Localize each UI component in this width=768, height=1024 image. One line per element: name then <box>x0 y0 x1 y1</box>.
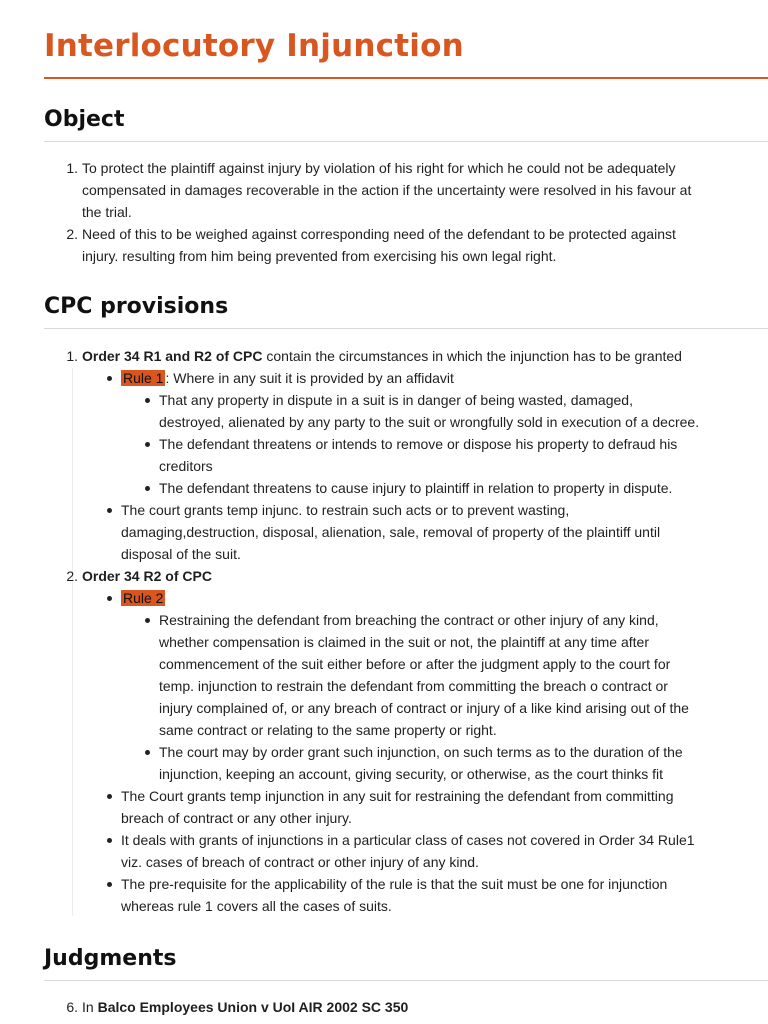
list-item-text: That any property in dispute in a suit is in danger of being wasted, damaged, destroyed, alienated by any party to the suit or wrongfully sold in execution of a decree. <box>159 392 700 430</box>
list-item-text: Need of this to be weighed against corresponding need of the defendant to be protected against injury. resulting from him being prevented from exercising his own legal right. <box>82 226 676 264</box>
list-number: 2. <box>66 226 78 242</box>
bullet <box>145 618 150 623</box>
bullet <box>145 398 150 403</box>
page-title: Interlocutory Injunction <box>44 28 464 64</box>
bullet <box>107 376 112 381</box>
rule-badge: Rule 1 <box>123 370 164 386</box>
rule-badge: Rule 2 <box>123 590 164 606</box>
list-item-text: The defendant threatens to cause injury to plaintiff in relation to property in dispute. <box>159 480 673 496</box>
list-item-text: The Court grants temp injunction in any suit for restraining the defendant from committing breach of contract or any other injury. <box>121 788 674 826</box>
title-underline <box>44 77 768 79</box>
bullet <box>145 486 150 491</box>
section-divider <box>44 141 768 142</box>
list-item-text: The pre-requisite for the applicability of the rule is that the suit must be one for injunction whereas rule 1 covers all the cases of suits. <box>121 876 668 914</box>
list-item-text: Rule 1 : Where in any suit it is provided by an affidavit <box>123 370 454 386</box>
bullet <box>107 596 112 601</box>
list-item-text: To protect the plaintiff against injury by violation of his right for which he could not be adequately compensated in damages recoverable in the action if the uncertainty were resolved in his favour at the trial. <box>82 160 692 220</box>
list-number: 1. <box>66 348 78 364</box>
bullet <box>107 882 112 887</box>
provision-title: Order 34 R1 and R2 of CPC <box>82 348 263 364</box>
section-heading-judgments: Judgments <box>44 946 177 971</box>
section-heading-object: Object <box>44 107 125 132</box>
section-heading-cpc: CPC provisions <box>44 294 229 319</box>
list-number: 6. <box>66 999 78 1015</box>
bullet <box>107 838 112 843</box>
list-item-text: It deals with grants of injunctions in a particular class of cases not covered in Order 34 Rule1 viz. cases of breach of contract or other injury of any kind. <box>121 832 695 870</box>
list-item-text: Restraining the defendant from breaching the contract or other injury of any kind, whether compensation is claimed in the suit or not, the plaintiff at any time after commencement of the suit either before or after the judgment apply to the court for temp. injunction to restrain the defendant from committing the breach o contract or injury complained of, or any breach of contract or injury of a like kind arising out of the same contract or relating to the same property or right. <box>159 612 689 738</box>
list-number: 2. <box>66 568 78 584</box>
list-guide-line <box>72 368 73 916</box>
case-citation: Balco Employees Union v UoI AIR 2002 SC 350 <box>97 999 409 1015</box>
list-item-text: The defendant threatens or intends to remove or dispose his property to defraud his creditors <box>159 436 678 474</box>
list-item-text <box>121 587 165 609</box>
bullet <box>107 508 112 513</box>
section-divider <box>44 328 768 329</box>
list-item-text: The court grants temp injunc. to restrain such acts or to prevent wasting, damaging,destruction, disposal, alienation, sale, removal of property of the plaintiff until disposal of the suit. <box>121 502 661 562</box>
bullet <box>107 794 112 799</box>
bullet <box>145 442 150 447</box>
section-divider <box>44 980 768 981</box>
provision-title: Order 34 R2 of CPC <box>82 568 212 584</box>
document-page: Interlocutory Injunction Object 1. To protect the plaintiff against injury by violation of his right for which he could not be adequately compensated in damages recoverable in the action if the uncertainty were resolved in his favour at the trial. 2. Need of this to be weighed against corresponding need of the defendant to be protected against injury. resulting from him being prevented from exercising his own legal right. CPC provisions 1. Order 34 R1 and R2 of CPC contain the circumstances in which the injunction has to be granted Rule 1 : Where in any suit it is provided by an affidavit That any property in dispute in a suit is in danger of being wasted, damaged, destroyed, alienated by any party to the suit or wrongfully sold in execution of a decree. The defendant threatens or intends to remove or dispose his property to defraud his creditors The defendant threatens to cause injury to plaintiff in relation to property in dispute. The court grants temp injunc. to restrain such acts or to prevent wasting, damaging,destruction, disposal, alienation, sale, removal of property of the plaintiff until disposal of the suit. 2. Order 34 R2 of CPC Rule 2 Restraining the defendant from breaching the contract or other injury of any kind, whether compensation is claimed in the suit or not, the plaintiff at any time after commencement of the suit either before or after the judgment apply to the court for temp. injunction to restrain the defendant from committing the breach o contract or injury complained of, or any breach of contract or injury of a like kind arising out of the same contract or relating to the same property or right. The court may by order grant such injunction, on such terms as to the duration of the injunction, keeping an account, giving security, or otherwise, as the court thinks fit The Court grants temp injunction in any suit for restraining the defendant from committing breach of contract or any other injury. It deals with grants of injunctions in a particular class of cases not covered in Order 34 Rule1 viz. cases of breach of contract or other injury of any kind. The pre-requisite for the applicability of the rule is that the suit must be one for injunction whereas rule 1 covers all the cases of suits. Judgments 6. In Balco Employees Union v UoI AIR 2002 SC 350 <box>0 0 768 1024</box>
list-item-text: The court may by order grant such injunction, on such terms as to the duration of the injunction, keeping an account, giving security, or otherwise, as the court thinks fit <box>159 744 683 782</box>
list-number: 1. <box>66 160 78 176</box>
bullet <box>145 750 150 755</box>
